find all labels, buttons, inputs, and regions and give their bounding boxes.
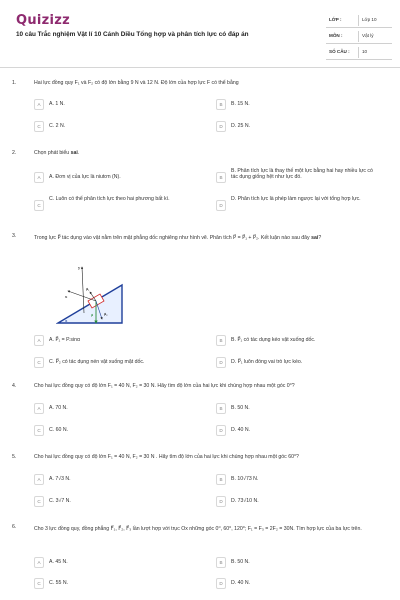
x-axis-line — [68, 291, 96, 301]
option-text: D. 73√10 N. — [231, 498, 259, 504]
question-text: Cho 3 lực đồng quy, đồng phẳng F⃗₁, F⃗₂, F⃗₃ lần lượt hợp với trục Ox những góc 0⁰, 60⁰, 120⁰; F₁ = F₃ = 2F₂ = 30N. Tìm hợp lực của ba lực trên. — [34, 526, 362, 532]
x-label: x — [65, 294, 68, 299]
option-text: D. 25 N. — [231, 123, 251, 129]
option-text: A. 1 N. — [49, 101, 65, 107]
question-text: Hai lực đồng quy F₁ và F₂ có độ lớn bằng 9 N và 12 N. Độ lớn của hợp lực F có thể bằng — [34, 80, 239, 86]
meta-value: Vật lý — [362, 33, 374, 38]
option-badge: B — [216, 99, 226, 110]
option-badge: A — [34, 403, 44, 414]
option-badge: B — [216, 172, 226, 183]
quizizz-logo: Quizizz — [16, 13, 71, 28]
option-badge: B — [216, 335, 226, 346]
question-number: 1. — [12, 80, 17, 86]
option-text: D. P⃗₁ luôn đóng vai trò lực kéo. — [231, 359, 303, 365]
option-badge: B — [216, 557, 226, 568]
meta-info-box — [326, 12, 392, 60]
p1-label: P⃗₁ — [86, 288, 90, 292]
meta-key: LỚP : — [329, 17, 342, 22]
question-number: 4. — [12, 383, 17, 389]
question-number: 2. — [12, 150, 17, 156]
meta-row-subject — [326, 28, 392, 44]
option-text: A. 7√3 N. — [49, 476, 71, 482]
option-badge: C — [34, 578, 44, 589]
p2-label: P⃗₂ — [104, 313, 108, 317]
option-text: C. 60 N. — [49, 427, 69, 433]
question-number: 6. — [12, 524, 17, 530]
question-text: Cho hai lực đồng quy có độ lớn F₁ = 40 N, F₂ = 30 N. Hãy tìm độ lớn của hai lực khi chúng hợp nhau một góc 0⁰? — [34, 383, 295, 389]
meta-row-question-count — [326, 44, 392, 60]
option-text: A. 45 N. — [49, 559, 68, 565]
meta-value: Lớp 10 — [362, 17, 377, 22]
option-text: B. Phân tích lực là thay thế một lực bằng hai hay nhiều lực có tác dụng giống hệt như lực đó. — [231, 168, 373, 181]
question-number: 3. — [12, 233, 17, 239]
option-badge: A — [34, 474, 44, 485]
meta-value: 10 — [362, 49, 368, 54]
question-text: Trong lực P⃗ tác dụng vào vật nằm trên mặt phẳng dốc nghiêng như hình vẽ. Phân tích P⃗ = P⃗₁ + P⃗₂. Kết luận nào sau đây sai? — [34, 235, 322, 241]
p-label: P⃗ — [91, 314, 94, 318]
option-text: A. 70 N. — [49, 405, 68, 411]
option-text: B. 15 N. — [231, 101, 250, 107]
meta-key: MÔN : — [329, 33, 343, 38]
option-text: C. 55 N. — [49, 580, 69, 586]
option-badge: D — [216, 578, 226, 589]
option-badge: D — [216, 121, 226, 132]
question-text: Chọn phát biểu sai. — [34, 150, 80, 156]
y-axis-line — [82, 267, 84, 313]
option-text: C. Luôn có thể phân tích lực theo hai phương bất kì. — [49, 196, 170, 202]
meta-key: SỐ CÂU : — [329, 49, 350, 54]
option-text: D. Phân tích lực là phép làm ngược lại với tổng hợp lực. — [231, 196, 361, 202]
inclined-plane-figure — [56, 261, 128, 331]
option-text: C. 2 N. — [49, 123, 66, 129]
option-badge: C — [34, 496, 44, 507]
y-label: y — [78, 265, 81, 270]
option-text: C. 3√7 N. — [49, 498, 71, 504]
document-title: 10 câu Trắc nghiệm Vật lí 10 Cánh Diều Tổng hợp và phân tích lực có đáp án — [16, 31, 249, 38]
option-badge: C — [34, 357, 44, 368]
option-text: A. Đơn vị của lực là niutơn (N). — [49, 174, 121, 180]
option-badge: B — [216, 474, 226, 485]
question-number: 5. — [12, 454, 17, 460]
option-badge: D — [216, 496, 226, 507]
option-badge: D — [216, 357, 226, 368]
option-badge: A — [34, 99, 44, 110]
option-text: D. 40 N. — [231, 427, 251, 433]
worksheet-header — [0, 0, 400, 68]
option-badge: D — [216, 200, 226, 211]
option-text: B. 50 N. — [231, 559, 250, 565]
option-badge: D — [216, 425, 226, 436]
meta-row-class — [326, 12, 392, 28]
option-badge: C — [34, 200, 44, 211]
option-text: B. P⃗₁ có tác dụng kéo vật xuống dốc. — [231, 337, 316, 343]
option-text: A. P⃗₁ = P.sinα — [49, 337, 80, 343]
option-badge: B — [216, 403, 226, 414]
option-text: B. 10√73 N. — [231, 476, 259, 482]
option-badge: C — [34, 425, 44, 436]
question-text: Cho hai lực đồng quy có độ lớn F₁ = 40 N, F₂ = 30 N . Hãy tìm độ lớn của hai lực khi chúng hợp nhau một góc 60⁰? — [34, 454, 299, 460]
option-text: B. 50 N. — [231, 405, 250, 411]
option-badge: A — [34, 335, 44, 346]
option-text: D. 40 N. — [231, 580, 251, 586]
option-badge: A — [34, 557, 44, 568]
option-badge: C — [34, 121, 44, 132]
alpha-label: α — [65, 319, 68, 323]
option-text: C. P⃗₂ có tác dụng nén vật xuống mặt dốc. — [49, 359, 145, 365]
option-badge: A — [34, 172, 44, 183]
